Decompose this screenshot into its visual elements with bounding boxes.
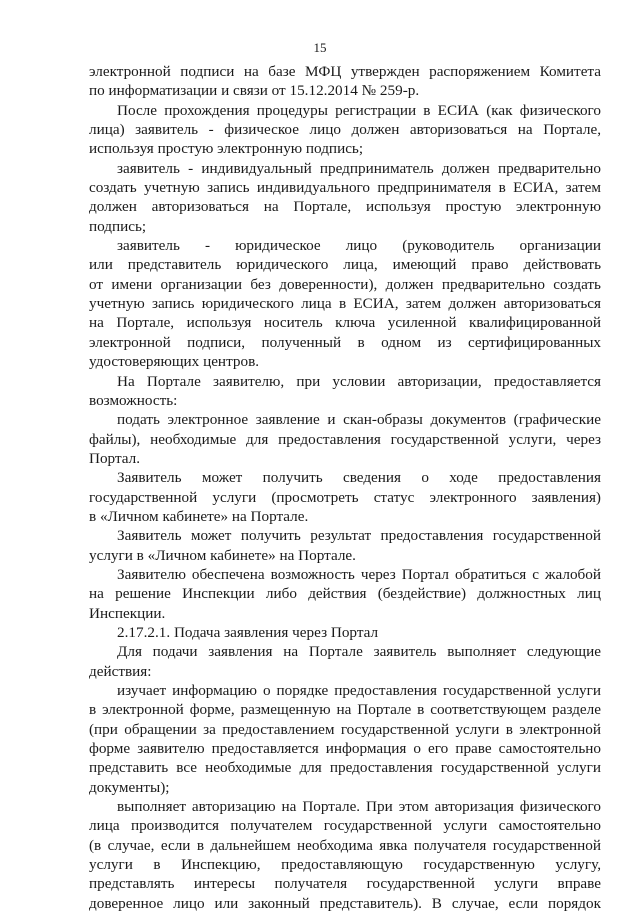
text-line: Заявитель может получить сведения о ходе предоставления [117, 469, 601, 487]
text-line: услуги в Инспекцию, предоставляющую государственную услугу, [89, 856, 601, 874]
text-line: Заявитель может получить результат предоставления государственной [117, 527, 601, 545]
text-line: представлять интересы получателя государственной услуги вправе [89, 875, 601, 893]
text-line: заявитель - индивидуальный предприниматель должен предварительно [117, 159, 601, 177]
text-line: по информатизации и связи от 15.12.2014 № 259-р. [89, 82, 420, 100]
text-line: лица производится получателем государственной услуги самостоятельно [89, 817, 601, 835]
text-line: в «Личном кабинете» на Портале. [89, 507, 309, 525]
text-line: Для подачи заявления на Портале заявитель выполняет следующие [117, 643, 601, 661]
text-line: на решение Инспекции либо действия (бездействие) должностных лиц [89, 585, 601, 603]
text-line: в электронной форме, размещенную на Портале в соответствующем разделе [89, 701, 601, 719]
text-line: форме заявителю предоставляется информация о его праве самостоятельно [89, 740, 601, 758]
text-line: действия: [89, 662, 152, 680]
text-line: электронной подписи на базе МФЦ утвержден распоряжением Комитета [89, 63, 601, 80]
document-body [89, 62, 601, 913]
text-line: государственной услуги (просмотреть статус электронного заявления) [89, 488, 601, 506]
text-line: услуги в «Личном кабинете» на Портале. [89, 546, 356, 564]
text-line: Инспекции. [89, 604, 166, 622]
text-line: подпись; [89, 217, 147, 235]
text-line: На Портале заявителю, при условии авторизации, предоставляется [117, 372, 601, 390]
text-line: подать электронное заявление и скан-образы документов (графические [117, 411, 601, 429]
text-line: от имени организации без доверенности), должен предварительно создать [89, 275, 601, 293]
text-line: Портал. [89, 449, 141, 467]
text-line: создать учетную запись индивидуального предпринимателя в ЕСИА, затем [89, 179, 601, 197]
text-line: После прохождения процедуры регистрации в ЕСИА (как физического [117, 101, 601, 119]
page-number: 15 [313, 40, 327, 55]
text-line: (при обращении за предоставлением государственной услуги в электронной [89, 720, 601, 738]
text-line: учетную запись юридического лица в ЕСИА, затем должен авторизоваться [89, 295, 601, 313]
text-line: используя простую электронную подпись; [89, 140, 364, 158]
text-line: Заявителю обеспечена возможность через Портал обратиться с жалобой [117, 565, 601, 583]
text-line: файлы), необходимые для предоставления государственной услуги, через [89, 430, 601, 448]
text-line: должен авторизоваться на Портале, используя простую электронную [89, 198, 601, 216]
text-line: электронной подписи, полученный в одном из сертифицированных [89, 333, 601, 351]
text-line: 2.17.2.1. Подача заявления через Портал [117, 623, 379, 641]
text-line: лица) заявитель - физическое лицо должен авторизоваться на Портале, [89, 121, 601, 139]
text-line: или представитель юридического лица, имеющий право действовать [89, 256, 601, 274]
text-line: заявитель - юридическое лицо (руководитель организации [117, 237, 601, 255]
text-line: доверенное лицо или законный представитель). В случае, если порядок [89, 894, 601, 912]
text-line: представить все необходимые для предоставления государственной услуги [89, 759, 601, 777]
text-line: возможность: [89, 391, 178, 409]
text-line: удостоверяющих центров. [89, 353, 260, 371]
text-line: выполняет авторизацию на Портале. При этом авторизация физического [117, 798, 601, 816]
text-line: изучает информацию о порядке предоставления государственной услуги [117, 682, 601, 699]
text-line: документы); [89, 778, 170, 796]
text-line: (в случае, если в дальнейшем необходима явка получателя государственной [89, 836, 601, 854]
text-line: на Портале, используя носитель ключа усиленной квалифицированной [89, 314, 601, 332]
